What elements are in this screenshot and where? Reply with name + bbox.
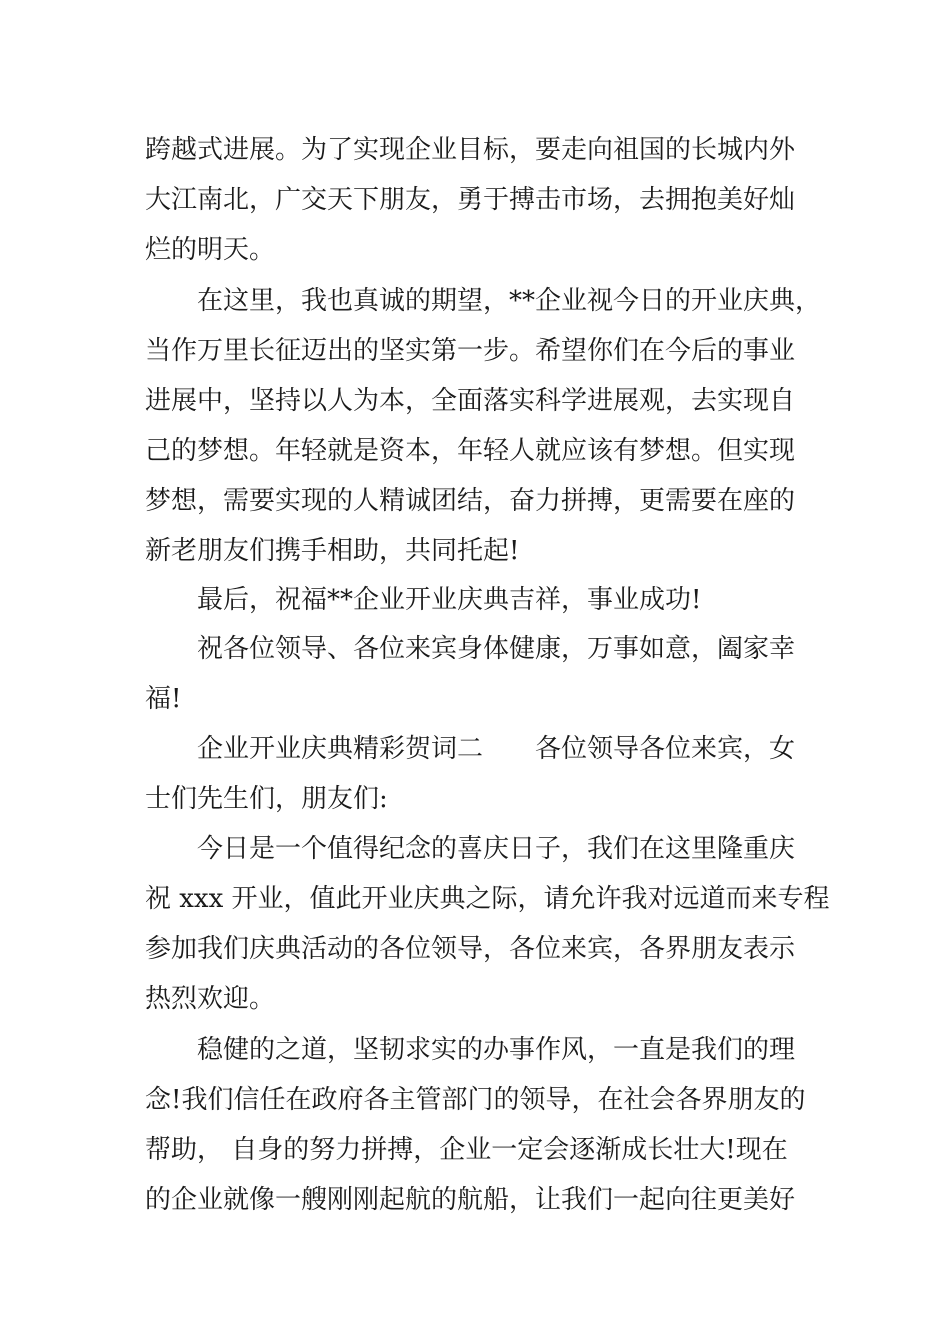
text-line: 进展中，坚持以人为本，全面落实科学进展观，去实现自 xyxy=(145,386,796,416)
text-line: 参加我们庆典活动的各位领导，各位来宾，各界朋友表示 xyxy=(145,934,796,964)
text-line: 热烈欢迎。 xyxy=(145,984,276,1014)
text-line: 梦想，需要实现的人精诚团结，奋力拼搏，更需要在座的 xyxy=(145,486,796,516)
text-line: 跨越式进展。为了实现企业目标，要走向祖国的长城内外 xyxy=(145,135,796,165)
text-line: 帮助， 自身的努力拼搏，企业一定会逐渐成长壮大!现在 xyxy=(145,1135,788,1165)
text-line: 祝各位领导、各位来宾身体健康，万事如意，阖家幸 xyxy=(197,634,796,664)
text-line: 祝 xxx 开业，值此开业庆典之际，请允许我对远道而来专程 xyxy=(145,884,830,914)
text-line: 新老朋友们携手相助，共同托起! xyxy=(145,536,520,566)
text-line: 在这里，我也真诚的期望，**企业视今日的开业庆典， xyxy=(197,286,822,316)
text-line: 今日是一个值得纪念的喜庆日子，我们在这里隆重庆 xyxy=(197,834,796,864)
text-line: 士们先生们，朋友们: xyxy=(145,784,388,814)
text-line: 稳健的之道，坚韧求实的办事作风，一直是我们的理 xyxy=(197,1035,796,1065)
text-line: 最后，祝福**企业开业庆典吉祥，事业成功! xyxy=(197,585,702,615)
text-line: 当作万里长征迈出的坚实第一步。希望你们在今后的事业 xyxy=(145,336,796,366)
text-line: 烂的明天。 xyxy=(145,235,276,265)
text-line: 福! xyxy=(145,684,182,714)
text-line: 企业开业庆典精彩贺词二 各位领导各位来宾，女 xyxy=(197,734,796,764)
text-line: 大江南北，广交天下朋友，勇于搏击市场，去拥抱美好灿 xyxy=(145,185,796,215)
text-line: 己的梦想。年轻就是资本，年轻人就应该有梦想。但实现 xyxy=(145,436,796,466)
text-line: 的企业就像一艘刚刚起航的航船，让我们一起向往更美好 xyxy=(145,1185,796,1215)
text-line: 念!我们信任在政府各主管部门的领导，在社会各界朋友的 xyxy=(145,1085,806,1115)
